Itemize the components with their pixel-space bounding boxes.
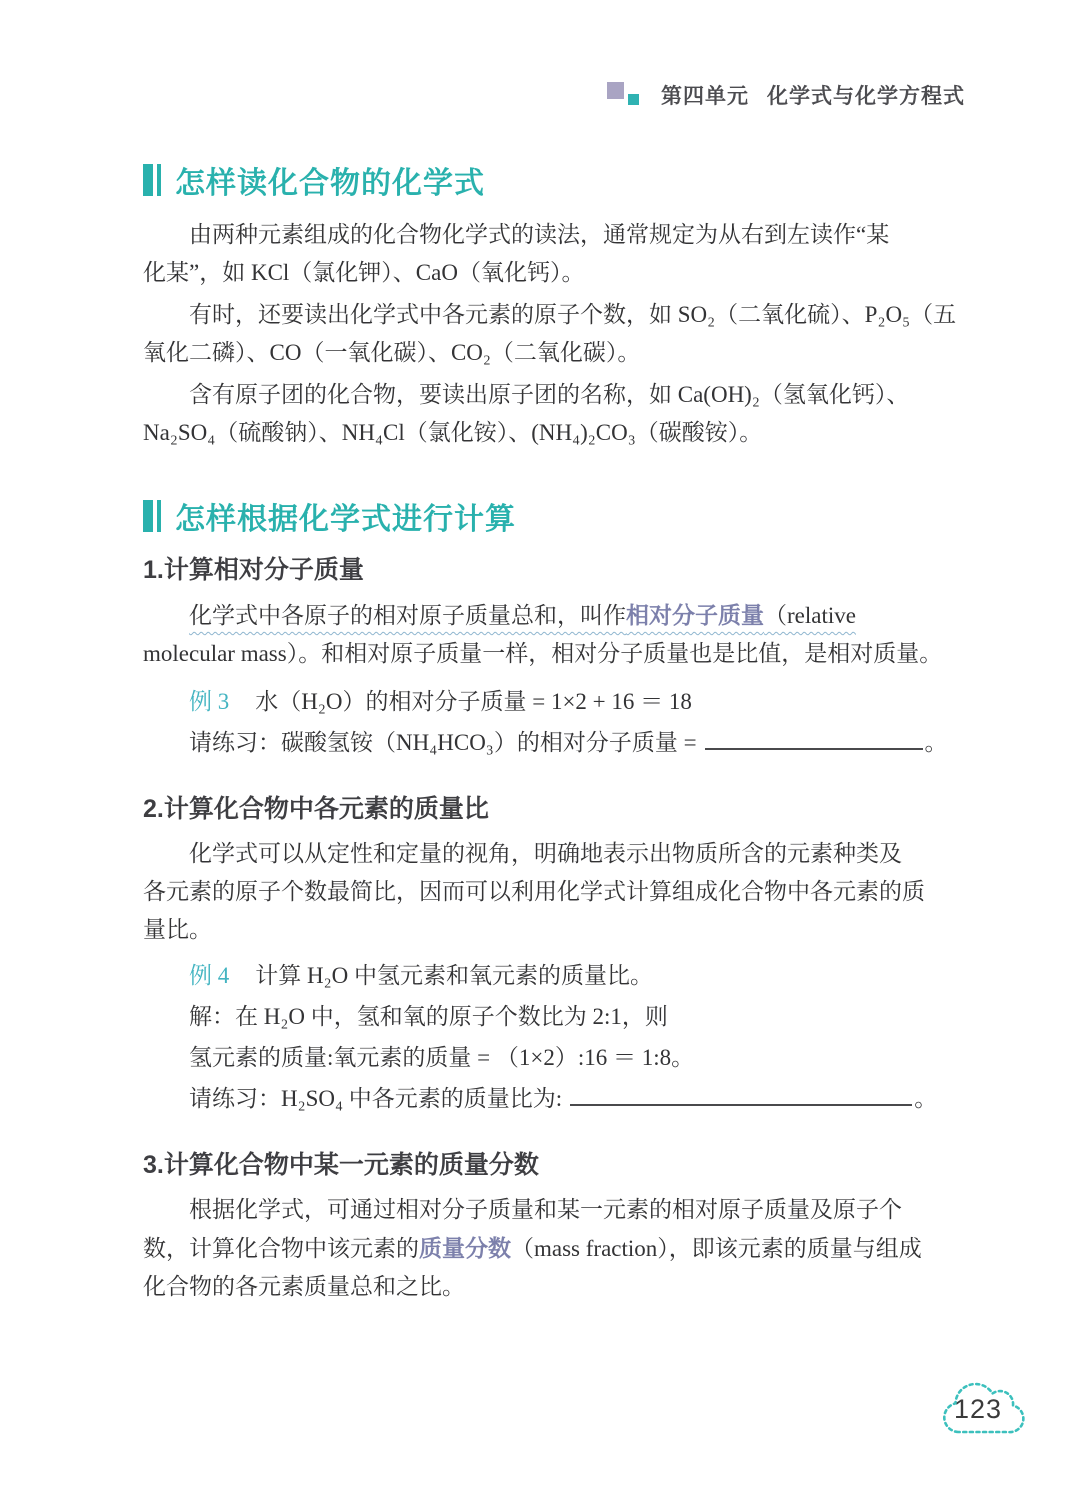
section-bar-icon [143, 500, 161, 532]
text-line: 化合物的各元素质量总和之比。 [143, 1274, 465, 1299]
header-unit: 第四单元 [661, 85, 749, 108]
example-text: 计算 H₂O 中氢元素和氧元素的质量比。 [255, 963, 653, 988]
section2-title-text: 怎样根据化学式进行计算 [175, 503, 516, 536]
solution-line: 氢元素的质量:氧元素的质量 = （1×2）:16 ＝ 1:8。 [189, 1045, 695, 1070]
text-line: molecular mass）。和相对原子质量一样，相对分子质量也是比值，是相对质量。 [143, 641, 943, 666]
text-line [143, 596, 967, 635]
section2-title [143, 496, 967, 536]
keyword-term: 相对分子质量 [626, 602, 764, 628]
practice-period: 。 [924, 730, 948, 755]
paragraph [143, 296, 967, 372]
header-title: 化学式与化学方程式 [767, 85, 965, 108]
text-line: 各元素的原子个数最简比，因而可以利用化学式计算组成化合物中各元素的质 [143, 879, 925, 904]
keyword-term: 质量分数 [419, 1235, 511, 1261]
text-line: 氧化二磷）、CO（一氧化碳）、CO₂（二氧化碳）。 [143, 340, 641, 365]
text-line: 含有原子团的化合物，要读出原子团的名称，如 Ca(OH)₂（氢氧化钙）、 [189, 382, 910, 407]
text-line: 量比。 [143, 917, 212, 942]
section1-title [143, 160, 967, 200]
example-label: 例 4 [189, 963, 230, 988]
text-line [143, 1229, 967, 1268]
fill-in-blank [570, 1084, 912, 1106]
text-line: 有时，还要读出化学式中各元素的原子个数，如 SO₂（二氧化硫）、P₂O₅（五 [189, 302, 957, 327]
text-line: 由两种元素组成的化合物化学式的读法，通常规定为从右到左读作“某 [189, 222, 890, 247]
page-number-cloud [931, 1374, 1025, 1448]
teal-square-icon [628, 94, 639, 105]
paragraph [143, 1191, 967, 1306]
practice-text: 请练习：碳酸氢铵（NH₄HCO₃）的相对分子质量 = [189, 730, 697, 755]
definition-text: （relative [764, 603, 856, 628]
example-label: 例 3 [189, 689, 230, 714]
section1-title-text: 怎样读化合物的化学式 [175, 167, 485, 200]
practice-line [143, 1078, 967, 1119]
practice-period: 。 [914, 1086, 938, 1111]
definition-paragraph [143, 596, 967, 673]
text-line: 根据化学式，可通过相对分子质量和某一元素的相对原子质量及原子个 [189, 1197, 902, 1222]
solution-line: 解：在 H₂O 中，氢和氧的原子个数比为 2:1，则 [189, 1004, 668, 1029]
text-segment: 数，计算化合物中该元素的 [143, 1236, 419, 1261]
fill-in-blank [705, 728, 923, 750]
subsection3-heading: 3.计算化合物中某一元素的质量分数 [143, 1151, 539, 1179]
header-squares-icon [607, 80, 637, 110]
text-line: 化某”，如 KCl（氯化钾）、CaO（氧化钙）。 [143, 260, 585, 285]
text-segment: （mass fraction），即该元素的质量与组成 [511, 1236, 922, 1261]
definition-text: 化学式中各原子的相对原子质量总和，叫作 [189, 603, 626, 628]
page-content [143, 160, 967, 1306]
practice-line [143, 722, 967, 763]
paragraph [143, 835, 967, 949]
purple-square-icon [607, 82, 624, 99]
text-line: 化学式可以从定性和定量的视角，明确地表示出物质所含的元素种类及 [189, 841, 902, 866]
text-line: Na₂SO₄（硫酸钠）、NH₄Cl（氯化铵）、(NH₄)₂CO₃（碳酸铵）。 [143, 420, 763, 445]
section-bar-icon [143, 164, 161, 196]
subsection2-heading: 2.计算化合物中各元素的质量比 [143, 795, 489, 823]
paragraph [143, 216, 967, 292]
paragraph [143, 376, 967, 452]
practice-text: 请练习：H₂SO₄ 中各元素的质量比为: [189, 1086, 563, 1111]
page-number: 123 [953, 1394, 1003, 1424]
example-text: 水（H₂O）的相对分子质量 = 1×2 + 16 ＝ 18 [255, 689, 692, 714]
page-header [143, 80, 965, 110]
subsection1-heading: 1.计算相对分子质量 [143, 556, 364, 584]
example-line [143, 681, 967, 722]
header-text [661, 80, 965, 110]
example-line [143, 955, 967, 996]
